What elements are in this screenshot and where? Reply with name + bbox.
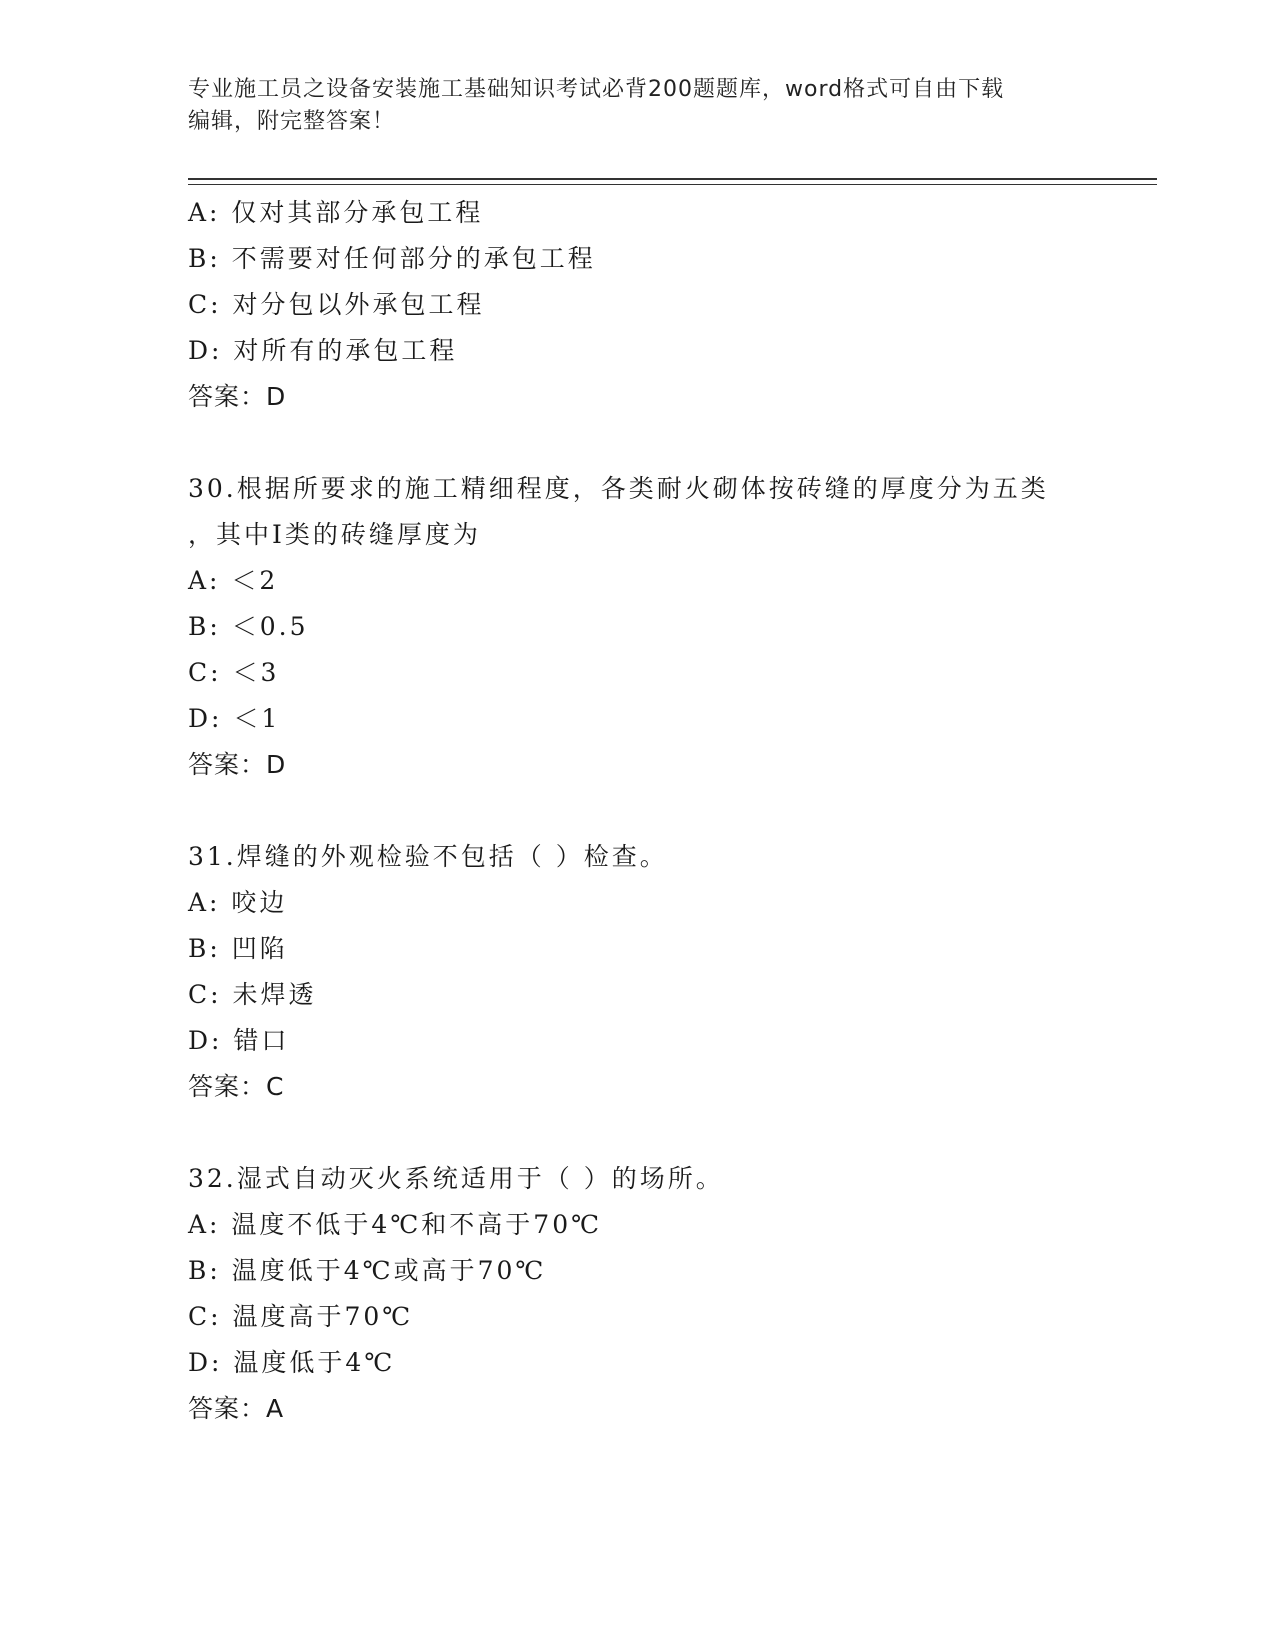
option-b: B: ＜0.5 (188, 612, 309, 641)
question-32 (188, 1156, 1148, 1432)
answer: 答案：D (188, 382, 287, 411)
answer: 答案：D (188, 750, 287, 779)
header-line-1: 专业施工员之设备安装施工基础知识考试必背200题题库，word格式可自由下载 (188, 77, 1005, 102)
option-a: A: 仅对其部分承包工程 (188, 198, 484, 227)
header-line-2: 编辑，附完整答案！ (188, 109, 396, 134)
option-b: B: 凹陷 (188, 934, 288, 963)
question-text: 31.焊缝的外观检验不包括（ ）检查。 (188, 842, 668, 871)
option-c: C: 温度高于70℃ (188, 1302, 414, 1331)
answer: 答案：C (188, 1072, 285, 1101)
question-31 (188, 834, 1148, 1110)
option-d: D: 温度低于4℃ (188, 1348, 396, 1377)
option-a: A: ＜2 (188, 566, 279, 595)
option-b: B: 不需要对任何部分的承包工程 (188, 244, 596, 273)
option-c: C: 未焊透 (188, 980, 317, 1009)
option-b: B: 温度低于4℃或高于70℃ (188, 1256, 547, 1285)
question-text: 32.湿式自动灭火系统适用于（ ）的场所。 (188, 1164, 724, 1193)
spacer (188, 420, 1148, 466)
option-d: D: 对所有的承包工程 (188, 336, 458, 365)
document-header (188, 74, 1088, 138)
option-d: D: ＜1 (188, 704, 281, 733)
document-body (188, 190, 1148, 1432)
option-a: A: 咬边 (188, 888, 288, 917)
option-c: C: ＜3 (188, 658, 280, 687)
option-a: A: 温度不低于4℃和不高于70℃ (188, 1210, 603, 1239)
answer: 答案：A (188, 1394, 285, 1423)
question-30 (188, 466, 1148, 788)
spacer (188, 1110, 1148, 1156)
header-rule-thin (188, 184, 1157, 185)
option-d: D: 错口 (188, 1026, 290, 1055)
option-c: C: 对分包以外承包工程 (188, 290, 485, 319)
header-rule-thick (188, 178, 1157, 180)
question-text-continued: ，其中Ⅰ类的砖缝厚度为 (188, 520, 481, 549)
question-text: 30.根据所要求的施工精细程度，各类耐火砌体按砖缝的厚度分为五类 (188, 474, 1049, 503)
spacer (188, 788, 1148, 834)
question-29-continuation (188, 190, 1148, 420)
